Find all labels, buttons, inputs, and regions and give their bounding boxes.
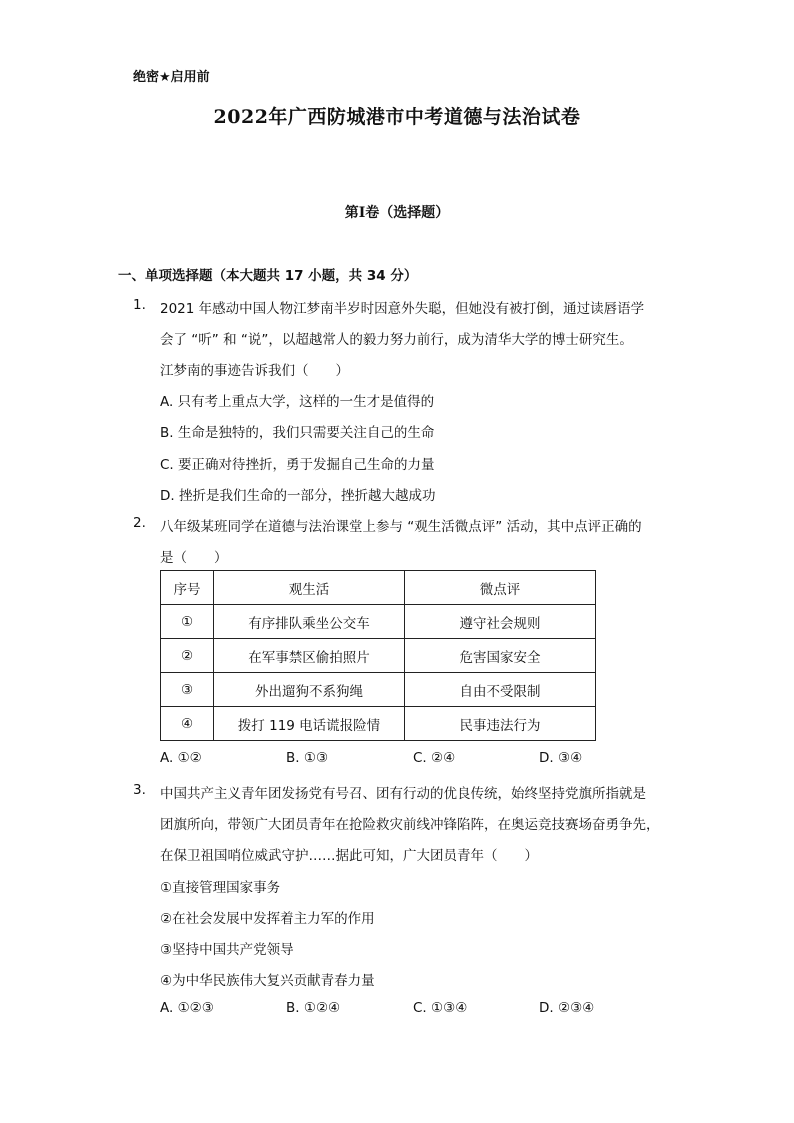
table-cell: 在军事禁区偷拍照片	[214, 639, 405, 673]
question-3-item-1: ①直接管理国家事务	[160, 880, 281, 896]
question-3-number: 3.	[133, 782, 146, 798]
question-2-option-b: B. ①③	[286, 750, 329, 766]
question-2-option-c: C. ②④	[413, 750, 456, 766]
question-2-line-2: 是（ ）	[160, 550, 228, 566]
table-row	[161, 673, 596, 707]
table-header-row	[161, 571, 596, 605]
table-cell: ①	[161, 605, 214, 639]
table-cell: 拨打 119 电话谎报险情	[214, 707, 405, 741]
table-cell: 有序排队乘坐公交车	[214, 605, 405, 639]
question-1-line-1: 2021 年感动中国人物江梦南半岁时因意外失聪，但她没有被打倒，通过读唇语学	[160, 301, 645, 317]
table-header: 微点评	[405, 571, 596, 605]
question-3-item-4: ④为中华民族伟大复兴贡献青春力量	[160, 973, 375, 989]
question-1-line-3: 江梦南的事迹告诉我们（ ）	[160, 363, 349, 379]
question-3-option-a: A. ①②③	[160, 1000, 214, 1016]
question-2-option-d: D. ③④	[539, 750, 583, 766]
table-cell: 自由不受限制	[405, 673, 596, 707]
question-3-item-3: ③坚持中国共产党领导	[160, 942, 294, 958]
table-header: 观生活	[214, 571, 405, 605]
table-cell: 外出遛狗不系狗绳	[214, 673, 405, 707]
question-3-option-d: D. ②③④	[539, 1000, 595, 1016]
question-3-line-3: 在保卫祖国哨位威武守护……据此可知，广大团员青年（ ）	[160, 848, 538, 864]
question-3-option-c: C. ①③④	[413, 1000, 468, 1016]
section-heading: 一、单项选择题（本大题共 17 小题，共 34 分）	[118, 268, 418, 284]
table-cell: ④	[161, 707, 214, 741]
table-cell: ③	[161, 673, 214, 707]
confidential-mark: 绝密★启用前	[133, 70, 210, 85]
table-row	[161, 639, 596, 673]
volume-heading: 第Ⅰ卷（选择题）	[344, 205, 450, 221]
table-row	[161, 605, 596, 639]
question-2-number: 2.	[133, 515, 146, 531]
question-1-line-2: 会了 “听” 和 “说”，以超越常人的毅力努力前行，成为清华大学的博士研究生。	[160, 332, 633, 348]
question-1-option-c: C. 要正确对待挫折，勇于发掘自己生命的力量	[160, 457, 435, 473]
table-cell: 民事违法行为	[405, 707, 596, 741]
table-cell: 危害国家安全	[405, 639, 596, 673]
exam-title: 2022年广西防城港市中考道德与法治试卷	[213, 106, 581, 128]
question-1-option-b: B. 生命是独特的，我们只需要关注自己的生命	[160, 425, 435, 441]
question-1-option-a: A. 只有考上重点大学，这样的一生才是值得的	[160, 394, 435, 410]
question-2-option-a: A. ①②	[160, 750, 202, 766]
question-3-line-2: 团旗所向，带领广大团员青年在抢险救灾前线冲锋陷阵，在奥运竞技赛场奋勇争先，	[160, 817, 660, 833]
table-cell: 遵守社会规则	[405, 605, 596, 639]
question-3-option-b: B. ①②④	[286, 1000, 341, 1016]
question-3-line-1: 中国共产主义青年团发扬党有号召、团有行动的优良传统，始终坚持党旗所指就是	[160, 786, 646, 802]
table-cell: ②	[161, 639, 214, 673]
table-row	[161, 707, 596, 741]
question-1-number: 1.	[133, 297, 146, 313]
table-header: 序号	[161, 571, 214, 605]
life-review-table	[160, 570, 596, 741]
question-2-line-1: 八年级某班同学在道德与法治课堂上参与 “观生活微点评” 活动，其中点评正确的	[160, 519, 642, 535]
question-1-option-d: D. 挫折是我们生命的一部分，挫折越大越成功	[160, 488, 436, 504]
question-3-item-2: ②在社会发展中发挥着主力军的作用	[160, 911, 375, 927]
